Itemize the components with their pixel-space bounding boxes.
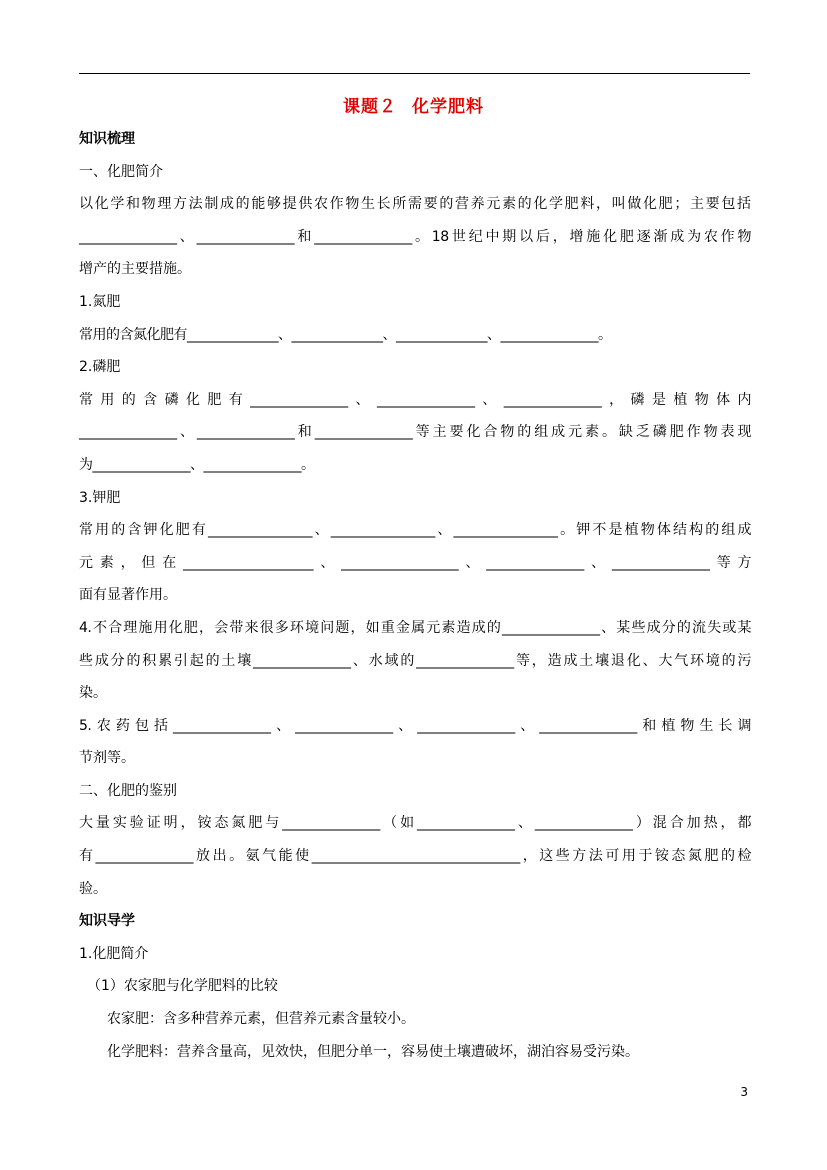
subheading-fertilizer-intro: 一、化肥简介 [79, 163, 163, 180]
paragraph-line: 元素，但在____________________、__________________、_______________、_______________等方 [79, 554, 751, 571]
paragraph-line: 些成分的积累引起的土壤_______________、水域的_______________等，造成土壤退化、大气环境的污 [79, 652, 751, 669]
page-number: 3 [740, 1085, 748, 1099]
subheading-potassium: 3.钾肥 [79, 489, 121, 506]
title-topic: 化学肥料 [411, 97, 484, 117]
paragraph-line: 验。 [79, 880, 107, 897]
paragraph-line: 4.不合理施用化肥，会带来很多环境问题，如重金属元素造成的_______________、某些成分的流失或某 [79, 619, 751, 636]
paragraph-line: _______________、_______________和_______________等主要化合物的组成元素。缺乏磷肥作物表现 [79, 424, 751, 441]
section-heading-knowledge-guide: 知识导学 [79, 913, 135, 930]
paragraph-line: 为_______________、_______________。 [79, 456, 315, 473]
paragraph-line: 节剂等。 [79, 750, 135, 767]
paragraph-line: 农家肥：含多种营养元素，但营养元素含量较小。 [107, 1011, 415, 1028]
paragraph-line: 以化学和物理方法制成的能够提供农作物生长所需要的营养元素的化学肥料，叫做化肥；主要包括 [79, 196, 751, 213]
paragraph-line: 大量实验证明，铵态氮肥与_______________（如_______________、_______________）混合加热，都 [79, 815, 751, 832]
header-rule [79, 73, 750, 74]
paragraph-line: 常用的含磷化肥有_______________、_______________、_______________，磷是植物体内 [79, 391, 751, 408]
paragraph-line: _______________、_______________和_______________。18世纪中期以后，增施化肥逐渐成为农作物 [79, 228, 751, 245]
paragraph-line: 面有显著作用。 [79, 587, 177, 604]
paragraph-line: 化学肥料：营养含量高，见效快，但肥分单一，容易使土壤遭破坏，湖泊容易受污染。 [107, 1043, 639, 1060]
subheading-fertilizer-identification: 二、化肥的鉴别 [79, 782, 177, 799]
section-heading-knowledge-review: 知识梳理 [79, 131, 135, 147]
paragraph-line: 增产的主要措施。 [79, 261, 191, 278]
paragraph-line: 有_______________放出。氨气能使________________________________，这些方法可用于铵态氮肥的检 [79, 848, 751, 865]
paragraph-line: 常用的含氮化肥有______________、______________、______________、_______________。 [79, 326, 612, 343]
subheading-nitrogen: 1.氮肥 [79, 293, 121, 310]
subheading-fertilizer-intro-guide: 1.化肥简介 [79, 945, 149, 962]
paragraph-line: 5.农药包括_______________、_______________、_______________、_______________和植物生长调 [79, 717, 751, 734]
paragraph-line: 常用的含钾化肥有________________、________________、________________。钾不是植物体结构的组成 [79, 522, 751, 539]
paragraph-line: 染。 [79, 685, 107, 702]
page-title [0, 92, 827, 117]
document-body [79, 123, 751, 1068]
subheading-comparison: （1）农家肥与化学肥料的比较 [87, 978, 278, 995]
subheading-phosphorus: 2.磷肥 [79, 359, 121, 376]
title-lesson-number: 课题２ [343, 97, 398, 117]
